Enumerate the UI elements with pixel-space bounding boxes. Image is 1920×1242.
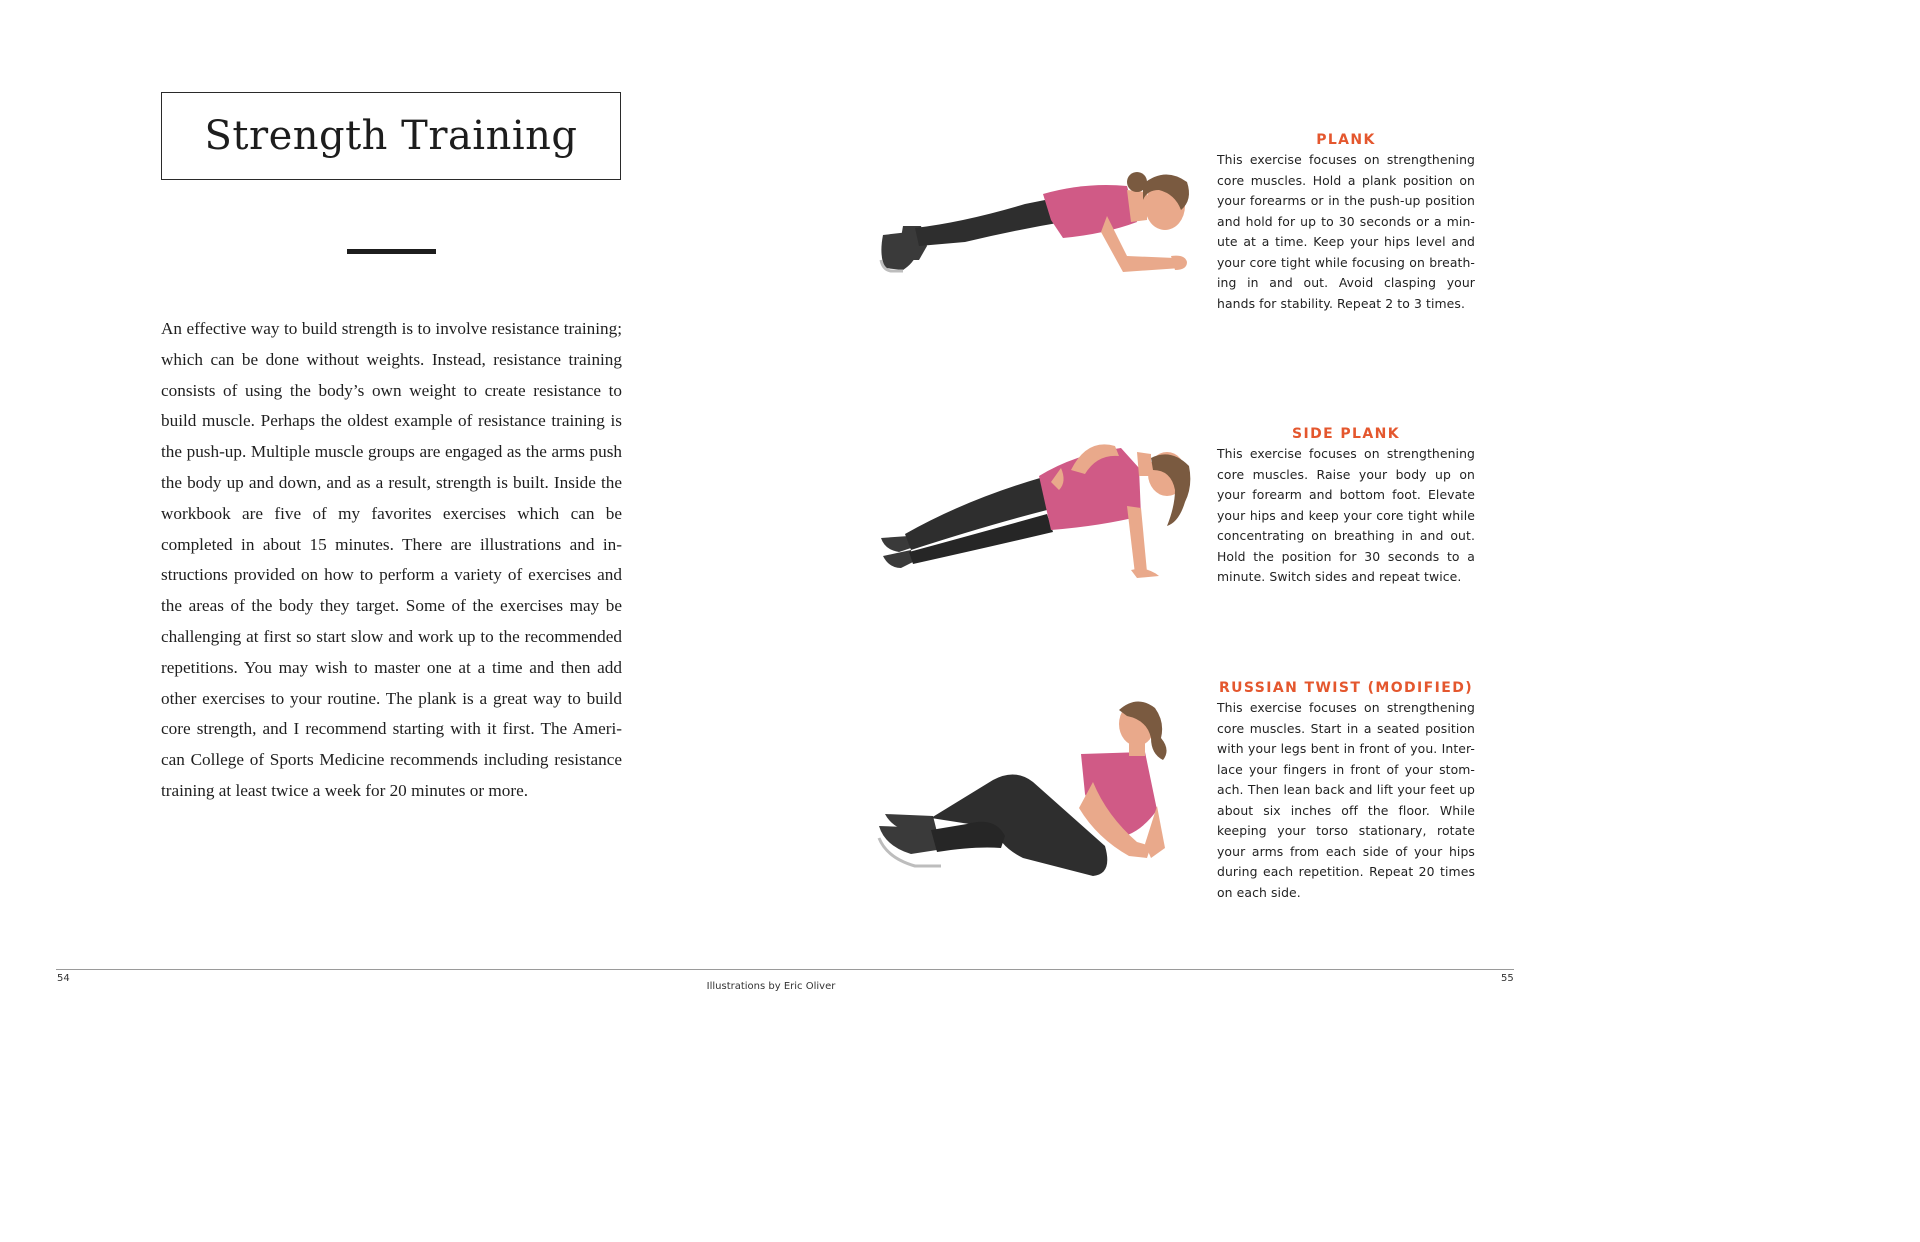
- title-box: [161, 92, 621, 180]
- exercise-side-plank: [1217, 426, 1475, 588]
- exercise-plank: [1217, 132, 1475, 314]
- exercise-russian-twist: [1217, 680, 1475, 903]
- exercise-description: This exercise focuses on strengthening core muscles. Hold a plank position on your forearms or in the push-up position and hold for up to 30 seconds or a min-ute at a time. Keep your hips level and your core tight while focusing on breath-ing in and out. Avoid clasping your hands for stability. Repeat 2 to 3 times.: [1217, 152, 1475, 311]
- intro-paragraph: An effective way to build strength is to involve resistance training; which can be done without weights. Instead, resistance training consists of using the body’s own weight to create resistance to build muscle. Perhaps the oldest example of resistance training is the push-up. Multiple muscle groups are engaged as the arms push the body up and down, and as a result, strength is built. Inside the workbook are five of my favorites exercises which can be completed in about 15 minutes. There are illustrations and in-structions provided on how to perform a variety of exercises and the areas of the body they target. Some of the exercises may be challenging at first so start slow and work up to the recommended repetitions. You may wish to master one at a time and then add other exercises to your routine. The plank is a great way to build core strength, and I recommend starting with it first. The Ameri-can College of Sports Medicine recommends including resistance training at least twice a week for 20 minutes or more.: [161, 319, 622, 800]
- page-number-left: 54: [57, 973, 70, 984]
- exercise-description: This exercise focuses on strengthening core muscles. Start in a seated position with your legs bent in front of you. Inter-lace your fingers in front of your stom-ach. Then lean back and lift your feet up about six inches off the floor. While keeping your torso stationary, rotate your arms from each side of your hips during each repetition. Repeat 20 times on each side.: [1217, 700, 1475, 900]
- side-plank-illustration: [875, 430, 1195, 585]
- exercise-heading: SIDE PLANK: [1292, 426, 1400, 442]
- title-divider: [347, 249, 436, 254]
- page-title: Strength Training: [204, 113, 578, 159]
- illustration-credit: Illustrations by Eric Oliver: [706, 981, 836, 992]
- russian-twist-illustration: [875, 698, 1195, 888]
- exercise-heading: RUSSIAN TWIST (MODIFIED): [1218, 680, 1474, 696]
- exercise-heading: PLANK: [1316, 132, 1376, 148]
- exercise-description: This exercise focuses on strengthening core muscles. Raise your body up on your forearm and bottom foot. Elevate your hips and keep your core tight while concentrating on breathing in and out. Hold the position for 30 seconds to a minute. Switch sides and repeat twice.: [1217, 446, 1475, 584]
- plank-illustration: [875, 160, 1195, 285]
- footer-rule: [56, 969, 1514, 970]
- page-number-right: 55: [1501, 973, 1514, 984]
